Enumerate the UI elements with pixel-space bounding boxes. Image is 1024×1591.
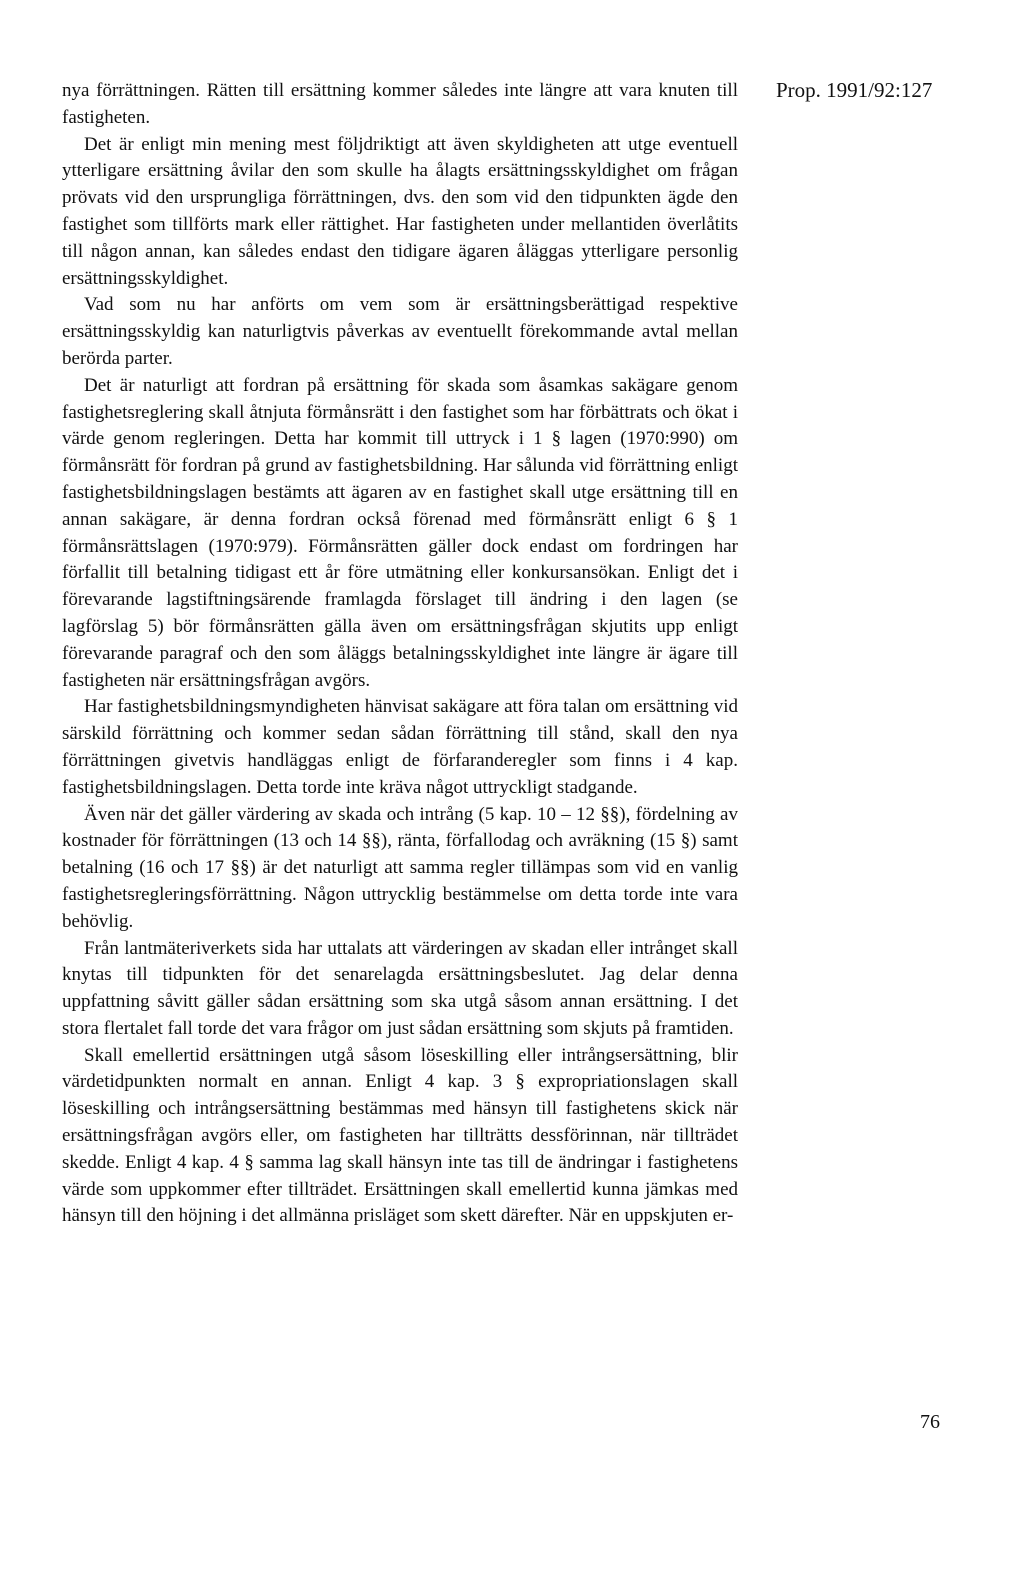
paragraph-5: Har fastighetsbildningsmyndigheten hänvisat sakägare att föra talan om ersättning vid särskild förrättning och kommer sedan sådan förrättning till stånd, skall den nya förrättningen givetvis handläggas enligt de förfaranderegler som finns i 4 kap. fastighetsbildningslagen. Detta torde inte kräva något uttryckligt stadgande. bbox=[62, 696, 738, 798]
paragraph-4: Det är naturligt att fordran på ersättning för skada som åsamkas sakägare genom fastighetsreglering skall åtnjuta förmånsrätt i den fastighet som har förbättrats och ökat i värde genom regleringen. Detta har kommit till uttryck i 1 § lagen (1970:990) om förmånsrätt för fordran på grund av fastighetsbildning. Har sålunda vid förrättning enligt fastighetsbildningslagen bestämts att ägaren av en fastighet skall utge ersättning till en annan sakägare, är denna fordran också förenad med förmånsrätt enligt 6 § 1 förmånsrättslagen (1970:979). Förmånsrätten gäller dock endast om fordringen har förfallit till betalning tidigast ett år före utmätning eller konkursansökan. Enligt det i förevarande lagstiftningsärende framlagda förslaget till ändring i den lagen (se lagförslag 5) bör förmånsrätten gälla även om ersättningsfrågan skjutits upp enligt förevarande paragraf och den som åläggs betalningsskyldighet inte längre är ägare till fastigheten när ersättningsfrågan avgörs. bbox=[62, 374, 738, 691]
body-text-column bbox=[62, 78, 738, 1230]
document-reference: Prop. 1991/92:127 bbox=[776, 78, 933, 102]
paragraph-1: nya förrättningen. Rätten till ersättning kommer således inte längre att vara knuten till fastigheten. bbox=[62, 80, 738, 128]
paragraph-2: Det är enligt min mening mest följdriktigt att även skyldigheten att utge eventuell ytterligare ersättning åvilar den som skulle ha ålagts ersättningsskyldighet om frågan prövats vid den ursprungliga förrättningen, dvs. den som vid den tidpunkten ägde den fastighet som tillförts mark eller rättighet. Har fastigheten under mellantiden överlåtits till någon annan, kan således endast den tidigare ägaren åläggas ytterligare personlig ersättningsskyldighet. bbox=[62, 133, 738, 289]
paragraph-7: Från lantmäteriverkets sida har uttalats att värderingen av skadan eller intrånget skall knytas till tidpunkten för det senarelagda ersättningsbeslutet. Jag delar denna uppfattning såvitt gäller sådan ersättning som ska utgå såsom annan ersättning. I det stora flertalet fall torde det vara frågor om just sådan ersättning som skjuts på framtiden. bbox=[62, 937, 738, 1039]
paragraph-8: Skall emellertid ersättningen utgå såsom löseskilling eller intrångsersättning, blir värdetidpunkten normalt en annan. Enligt 4 kap. 3 § expropriationslagen skall löseskilling och intrångsersättning bestämmas med hänsyn till fastighetens skick när ersättningsfrågan avgörs eller, om fastigheten har tillträtts dessförinnan, när tillträdet skedde. Enligt 4 kap. 4 § samma lag skall hänsyn inte tas till de ändringar i fastighetens värde som uppkommer efter tillträdet. Ersättningen skall emellertid kunna jämkas med hänsyn till den höjning i det allmänna prisläget som skett därefter. När en uppskjuten er- bbox=[62, 1044, 738, 1227]
page-number: 76 bbox=[920, 1411, 940, 1433]
paragraph-3: Vad som nu har anförts om vem som är ersättningsberättigad respektive ersättningsskyldig kan naturligtvis påverkas av eventuellt förekommande avtal mellan berörda parter. bbox=[62, 294, 738, 369]
paragraph-6: Även när det gäller värdering av skada och intrång (5 kap. 10 – 12 §§), fördelning av kostnader för förrättningen (13 och 14 §§), ränta, förfallodag och avräkning (15 §) samt betalning (16 och 17 §§) är det naturligt att samma regler tillämpas som vid en vanlig fastighetsregleringsförrättning. Någon uttrycklig bestämmelse om detta torde inte vara behövlig. bbox=[62, 803, 738, 932]
